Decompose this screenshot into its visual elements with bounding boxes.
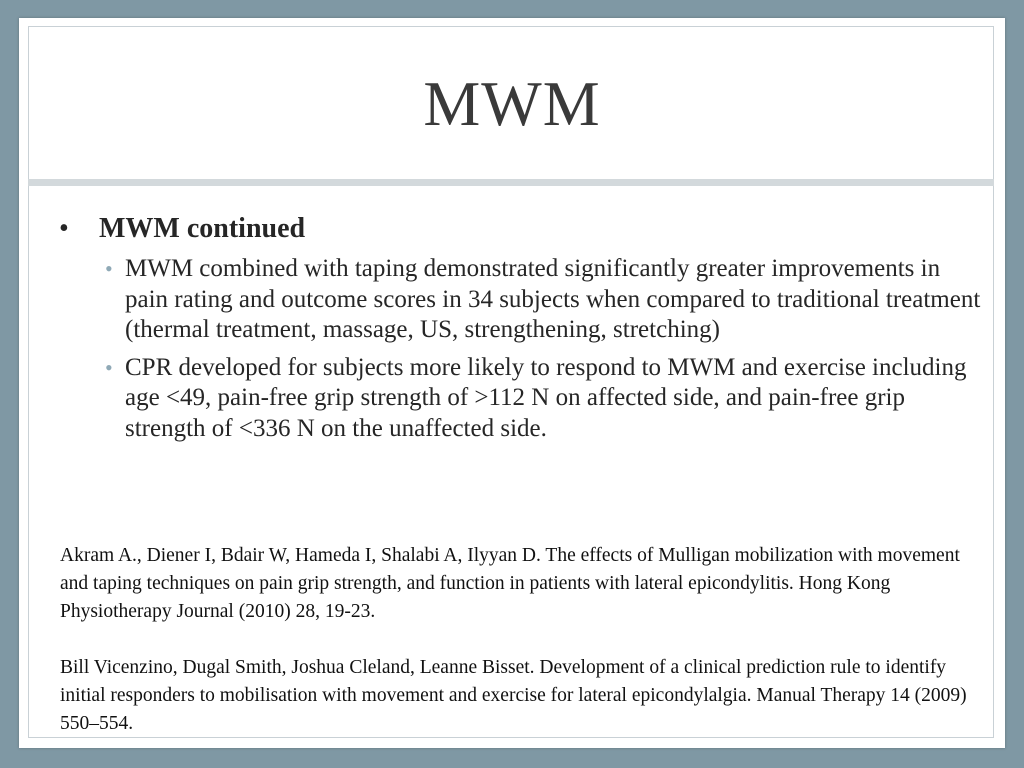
sub-bullet-icon: • (105, 256, 113, 281)
sub-bullet-text: MWM combined with taping demonstrated significantly greater improvements in pain rating and outcome scores in 34 subjects when compared to traditional treatment (thermal treatment, massage, US, strengthening, stretching) (125, 255, 981, 343)
bullet-level1 (59, 211, 989, 247)
bullet-level2 (59, 353, 989, 445)
slide-title: MWM (423, 68, 601, 139)
reference-item: Bill Vicenzino, Dugal Smith, Joshua Cleland, Leanne Bisset. Development of a clinical prediction rule to identify initial responders to mobilisation with movement and exercise for lateral epicondylalgia. Manual Therapy 14 (2009) 550–554. (60, 657, 967, 734)
bullet-level2 (59, 254, 989, 346)
reference-item: Akram A., Diener I, Bdair W, Hameda I, Shalabi A, Ilyyan D. The effects of Mulligan mobilization with movement and taping techniques on pain grip strength, and function in patients with lateral epicondylitis. Hong Kong Physiotherapy Journal (2010) 28, 19-23. (60, 545, 960, 622)
sub-bullet-icon: • (105, 354, 113, 380)
title-divider (28, 179, 994, 186)
slide-body (59, 211, 989, 444)
slide (19, 18, 1005, 748)
sub-bullet-text: CPR developed for subjects more likely to respond to MWM and exercise including age <49, pain-free grip strength of >112 N on affected side, and pain-free grip strength of <336 N on the unaffected side. (125, 353, 967, 442)
references (60, 542, 980, 766)
bullet-text: MWM continued (99, 213, 306, 244)
bullet-icon: • (59, 213, 69, 244)
